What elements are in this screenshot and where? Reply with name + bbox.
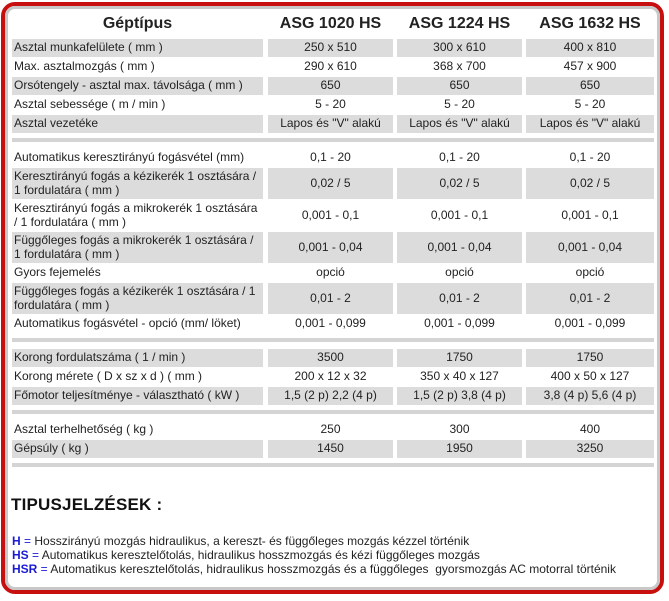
- row-value: 1450: [268, 440, 393, 458]
- row-label: Függőleges fogás a mikrokerék 1 osztására / 1 fordulatára ( mm ): [12, 232, 263, 263]
- row-value: 0,001 - 0,099: [554, 316, 626, 330]
- spec-section: [12, 349, 654, 414]
- row-label: Korong mérete ( D x sz x d ) ( mm ): [14, 369, 203, 383]
- row-value: 0,02 / 5: [397, 168, 522, 199]
- row-value: 250 x 510: [268, 39, 393, 57]
- row-value: 1950: [397, 440, 522, 458]
- legend-text: Hosszirányú mozgás hidraulikus, a kereszt- és függőleges mozgás kézzel történik: [34, 534, 470, 548]
- table-row: [12, 421, 654, 439]
- row-value: opció: [575, 265, 605, 279]
- row-value: 0,001 - 0,04: [268, 232, 393, 263]
- model-column-2: ASG 1224 HS: [408, 15, 511, 32]
- spec-section: [12, 149, 654, 342]
- table-row: [12, 77, 654, 95]
- row-value: 457 x 900: [563, 59, 617, 73]
- table-row: [12, 440, 654, 458]
- row-value: 1750: [397, 349, 522, 367]
- section-divider: [12, 138, 654, 142]
- model-column-3: ASG 1632 HS: [539, 15, 641, 32]
- legend-equals: =: [20, 534, 35, 548]
- row-value: 0,02 / 5: [526, 168, 654, 199]
- row-label: Asztal vezetéke: [12, 115, 263, 133]
- legend-equals: =: [28, 548, 42, 562]
- row-label: Főmotor teljesítménye - választható ( kW ): [12, 387, 263, 405]
- row-value: Lapos és "V" alakú: [268, 115, 393, 133]
- row-value: 200 x 12 x 32: [294, 369, 367, 383]
- row-label: Orsótengely - asztal max. távolsága ( mm ): [12, 77, 263, 95]
- table-row: [12, 149, 654, 167]
- row-value: 1750: [526, 349, 654, 367]
- legend-code: H: [12, 534, 21, 548]
- table-row: [12, 115, 654, 133]
- legend-item: [12, 548, 654, 562]
- table-row: [12, 232, 654, 263]
- table-header: [12, 11, 654, 37]
- row-value: 350 x 40 x 127: [420, 369, 499, 383]
- table-row: [12, 387, 654, 405]
- row-label: Gyors fejemelés: [14, 265, 101, 279]
- row-value: 0,001 - 0,099: [295, 316, 366, 330]
- legend-equals: =: [37, 562, 51, 576]
- row-value: opció: [316, 265, 345, 279]
- row-label: Max. asztalmozgás ( mm ): [14, 59, 155, 73]
- table-row: [12, 168, 654, 199]
- section-divider: [12, 463, 654, 467]
- row-value: 0,01 - 2: [397, 283, 522, 314]
- row-label: Asztal munkafelülete ( mm ): [12, 39, 263, 57]
- row-value: 0,1 - 20: [439, 150, 480, 164]
- legend-text: Automatikus keresztelőtolás, hidraulikus hosszmozgás és a függőleges gyorsmozgás AC motorral történik: [50, 562, 616, 576]
- section-divider: [12, 338, 654, 342]
- row-value: 368 x 700: [433, 59, 486, 73]
- legend-code: HS: [12, 548, 29, 562]
- table-row: [12, 315, 654, 333]
- row-value: 0,1 - 20: [310, 150, 351, 164]
- row-value: 300 x 610: [397, 39, 522, 57]
- table-row: [12, 96, 654, 114]
- table-row: [12, 200, 654, 231]
- row-value: 400: [579, 422, 601, 436]
- row-value: 0,001 - 0,04: [526, 232, 654, 263]
- row-label: Függőleges fogás a kézikerék 1 osztására / 1 fordulatára ( mm ): [12, 283, 263, 314]
- legend-code: HSR: [12, 562, 38, 576]
- row-value: 0,1 - 20: [569, 150, 611, 164]
- section-divider: [12, 410, 654, 414]
- row-value: opció: [445, 265, 474, 279]
- row-value: 3500: [268, 349, 393, 367]
- legend-item: [12, 562, 654, 576]
- table-row: [12, 368, 654, 386]
- legend-title: TIPUSJELZÉSEK :: [11, 495, 163, 514]
- spec-content: [12, 11, 654, 576]
- model-column-1: ASG 1020 HS: [279, 15, 382, 32]
- table-row: [12, 264, 654, 282]
- table-row: [12, 39, 654, 57]
- row-value: 290 x 610: [304, 59, 357, 73]
- row-value: 650: [397, 77, 522, 95]
- row-label: Asztal terhelhetőség ( kg ): [14, 422, 154, 436]
- row-value: 400 x 50 x 127: [550, 369, 630, 383]
- row-value: 650: [526, 77, 654, 95]
- spec-frame: [1, 2, 664, 594]
- row-value: Lapos és "V" alakú: [397, 115, 522, 133]
- legend-list: [12, 534, 654, 576]
- row-label: Asztal sebessége ( m / min ): [14, 97, 166, 111]
- row-value: 3,8 (4 p) 5,6 (4 p): [526, 387, 654, 405]
- row-label: Keresztirányú fogás a kézikerék 1 osztására / 1 fordulatára ( mm ): [12, 168, 263, 199]
- spec-section: [12, 421, 654, 467]
- row-label: Gépsúly ( kg ): [12, 440, 263, 458]
- row-value: 1,5 (2 p) 3,8 (4 p): [397, 387, 522, 405]
- row-value: 0,001 - 0,1: [301, 208, 360, 222]
- row-label: Keresztirányú fogás a mikrokerék 1 osztására / 1 fordulatára ( mm ): [14, 201, 258, 229]
- row-value: 5 - 20: [574, 97, 606, 111]
- row-value: 0,01 - 2: [526, 283, 654, 314]
- row-value: Lapos és "V" alakú: [526, 115, 654, 133]
- row-value: 0,01 - 2: [268, 283, 393, 314]
- row-value: 650: [268, 77, 393, 95]
- row-value: 5 - 20: [315, 97, 346, 111]
- row-value: 300: [449, 422, 470, 436]
- row-label: Automatikus fogásvétel - opció (mm/ löket): [14, 316, 241, 330]
- header-label: Géptípus: [102, 15, 173, 32]
- row-value: 0,001 - 0,099: [424, 316, 495, 330]
- table-row: [12, 283, 654, 314]
- row-value: 400 x 810: [526, 39, 654, 57]
- table-row: [12, 58, 654, 76]
- row-value: 0,02 / 5: [268, 168, 393, 199]
- row-label: Automatikus keresztirányú fogásvétel (mm): [14, 150, 245, 164]
- legend-item: [12, 534, 654, 548]
- row-label: Korong fordulatszáma ( 1 / min ): [12, 349, 263, 367]
- row-value: 5 - 20: [444, 97, 475, 111]
- row-value: 1,5 (2 p) 2,2 (4 p): [268, 387, 393, 405]
- table-row: [12, 349, 654, 367]
- row-value: 0,001 - 0,04: [397, 232, 522, 263]
- row-value: 0,001 - 0,1: [561, 208, 619, 222]
- row-value: 250: [320, 422, 341, 436]
- row-value: 0,001 - 0,1: [430, 208, 489, 222]
- spec-section: [12, 39, 654, 142]
- spec-sections: [12, 39, 654, 467]
- legend-text: Automatikus keresztelőtolás, hidraulikus hosszmozgás és kézi függőleges mozgás: [41, 548, 480, 562]
- row-value: 3250: [526, 440, 654, 458]
